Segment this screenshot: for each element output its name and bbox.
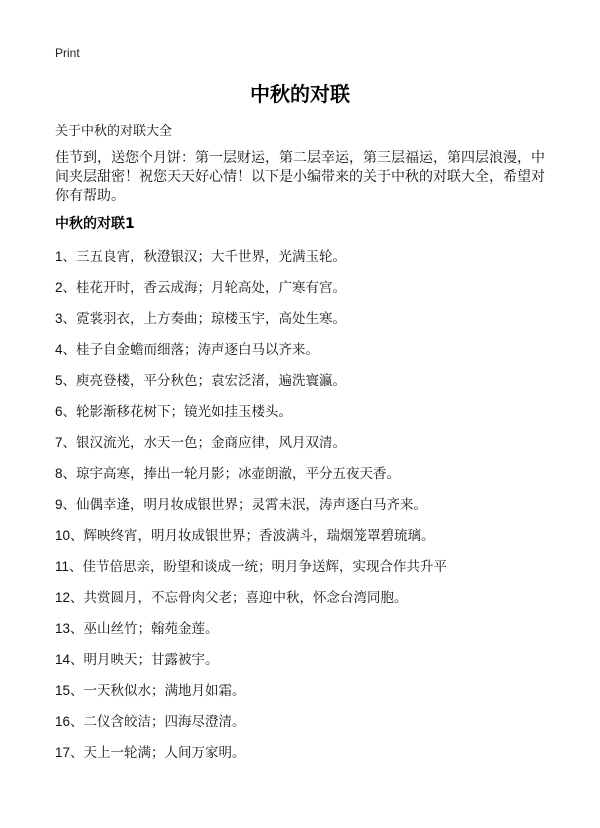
couplet-item [55,651,575,682]
couplet-number: 15、 [55,683,84,698]
couplet-item [55,558,575,589]
couplet-number: 2、 [55,280,77,295]
page-title: 中秋的对联 [250,82,350,106]
couplet-text: 天上一轮满；人间万家明。 [83,745,246,761]
couplet-item [55,496,575,527]
couplet-item [55,248,575,279]
couplet-text: 桂花开时，香云成海；月轮高处，广寒有宫。 [76,280,347,296]
couplet-number: 5、 [55,373,77,388]
couplet-number: 16、 [55,714,84,729]
couplet-text: 共赏圆月，不忘骨肉父老；喜迎中秋，怀念台湾同胞。 [83,590,408,606]
couplet-text: 霓裳羽衣，上方奏曲；琼楼玉宇，高处生寒。 [76,311,347,327]
couplet-item [55,713,575,744]
couplet-text: 三五良宵，秋澄银汉；大千世界，光满玉轮。 [76,249,347,265]
couplet-text: 巫山丝竹；翰苑金莲。 [83,621,219,637]
couplet-text: 轮影渐移花树下；镜光如挂玉楼头。 [76,404,293,420]
couplet-text: 一天秋似水；满地月如霜。 [83,683,246,699]
couplet-item [55,744,575,775]
couplet-number: 1、 [55,249,77,264]
couplet-number: 9、 [55,497,77,512]
couplet-number: 6、 [55,404,77,419]
couplet-text: 佳节倍思亲，盼望和谈成一统；明月争送辉，实现合作共升平 [82,559,448,575]
couplet-list [55,248,575,775]
couplet-text: 庾亮登楼，平分秋色；袁宏泛渚，遍洗寰瀛。 [76,373,347,389]
couplet-text: 二仪含皎洁；四海尽澄清。 [83,714,246,730]
couplet-text: 琼宇高寒，捧出一轮月影；冰壶朗澈，平分五夜天香。 [76,466,401,482]
couplet-number: 7、 [55,435,77,450]
couplet-text: 明月映天；甘露被宇。 [83,652,219,668]
couplet-number: 13、 [55,621,84,636]
page-subtitle: 关于中秋的对联大全 [55,124,173,139]
couplet-item [55,434,575,465]
intro-paragraph: 佳节到，送您个月饼：第一层财运，第二层幸运，第三层福运，第四层浪漫，中间夹层甜密！祝您天天好心情！以下是小编带来的关于中秋的对联大全，希望对你有帮助。 [55,150,545,204]
couplet-text: 银汉流光，水天一色；金商应律，风月双清。 [76,435,347,451]
couplet-number: 8、 [55,466,77,481]
couplet-item [55,527,575,558]
couplet-item [55,620,575,651]
couplet-item [55,403,575,434]
couplet-number: 11、 [55,559,83,574]
couplet-item [55,682,575,713]
couplet-item [55,279,575,310]
couplet-item [55,589,575,620]
couplet-number: 3、 [55,311,77,326]
couplet-text: 辉映终宵，明月妆成银世界；香波满斗，瑞烟笼罩碧琉璃。 [83,528,435,544]
couplet-number: 12、 [55,590,84,605]
print-link[interactable]: Print [55,46,80,60]
couplet-text: 桂子自金蟾而细落；涛声逐白马以齐来。 [76,342,320,358]
couplet-number: 14、 [55,652,84,667]
couplet-text: 仙偶幸逢，明月妆成银世界；灵霄未泯，涛声逐白马齐来。 [76,497,428,513]
couplet-number: 4、 [55,342,77,357]
couplet-item [55,465,575,496]
couplet-item [55,341,575,372]
couplet-number: 10、 [55,528,84,543]
couplet-item [55,372,575,403]
couplet-item [55,310,575,341]
couplet-number: 17、 [55,745,84,760]
section-heading: 中秋的对联1 [55,216,135,232]
